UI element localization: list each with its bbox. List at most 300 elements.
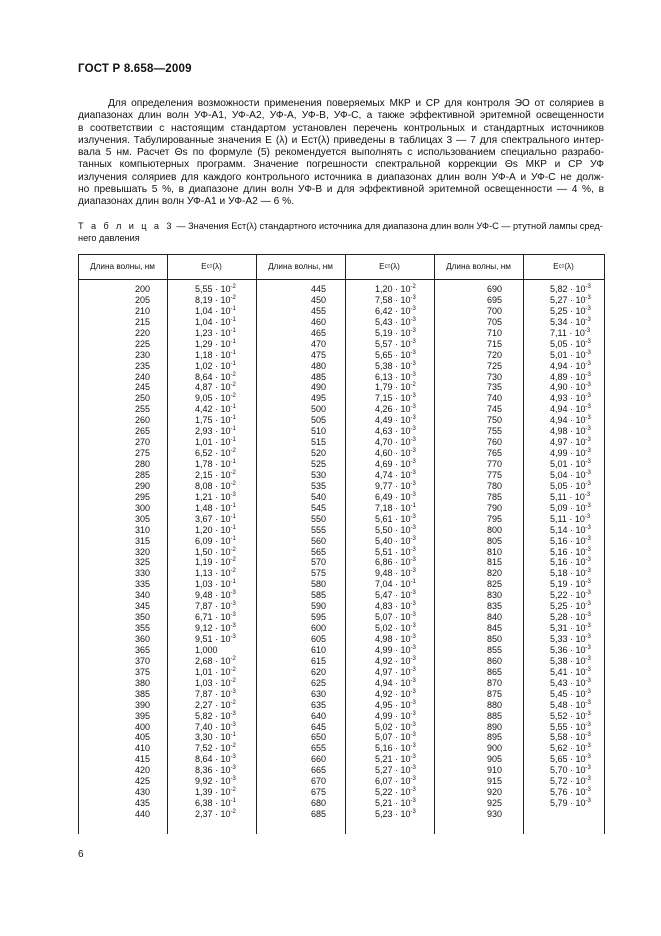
- paragraph-line: диапазонах длин волн УФ-А1, УФ-А2, УФ-А, УФ-В, УФ-С, а также эффективной эритемной освещенности: [78, 110, 604, 122]
- mantissa: 1,78: [195, 459, 213, 469]
- value-cell: [550, 470, 591, 481]
- mantissa: 5,05: [550, 480, 568, 491]
- power-of-ten: · 10: [212, 623, 231, 634]
- exponent: -3: [585, 699, 591, 706]
- exponent: -3: [410, 338, 416, 345]
- table-col-border: [167, 254, 168, 834]
- power-of-ten: · 10: [567, 721, 586, 732]
- power-of-ten: · 10: [212, 316, 231, 327]
- exponent: -3: [585, 579, 591, 586]
- value-cell: [550, 547, 591, 558]
- value-cell: [550, 361, 591, 372]
- wavelength-cell: 525: [310, 459, 326, 469]
- exponent: -3: [410, 546, 416, 553]
- exponent: -3: [410, 480, 416, 487]
- exponent: -3: [585, 688, 591, 695]
- wavelength-cell: 205: [134, 294, 150, 305]
- value-cell: [195, 601, 236, 612]
- wavelength-cell: 590: [310, 601, 326, 612]
- wavelength-cell: 780: [486, 480, 502, 491]
- value-cell: [195, 787, 236, 798]
- mantissa: 5,23: [375, 809, 393, 819]
- value-cell: [375, 667, 416, 678]
- exponent: -2: [230, 557, 236, 564]
- value-cell: [375, 481, 416, 492]
- wavelength-cell: 475: [310, 349, 326, 360]
- mantissa: 5,65: [550, 754, 568, 765]
- power-of-ten: · 10: [567, 294, 586, 305]
- exponent: -3: [585, 305, 591, 312]
- wavelength-cell: 720: [486, 349, 502, 360]
- value-cell: [375, 601, 416, 612]
- exponent: -2: [230, 284, 236, 290]
- wavelength-cell: 700: [486, 305, 502, 316]
- exponent: -3: [410, 316, 416, 323]
- value-cell: [550, 514, 591, 525]
- power-of-ten: · 10: [392, 546, 411, 557]
- power-of-ten: · 10: [567, 787, 586, 798]
- exponent: -3: [585, 666, 591, 673]
- power-of-ten: · 10: [567, 524, 586, 535]
- mantissa: 6,49: [375, 491, 393, 502]
- wavelength-cell: 760: [486, 437, 502, 448]
- value-cell: [375, 361, 416, 372]
- mantissa: 1,79: [375, 382, 393, 393]
- mantissa: 1,01: [195, 666, 213, 677]
- power-of-ten: · 10: [392, 448, 411, 459]
- value-cell: [195, 732, 236, 743]
- power-of-ten: · 10: [212, 754, 231, 765]
- power-of-ten: · 10: [212, 535, 231, 546]
- value-cell: [195, 372, 236, 383]
- mantissa: 4,49: [375, 415, 393, 426]
- power-of-ten: · 10: [567, 448, 586, 459]
- wavelength-cell: 235: [134, 360, 150, 371]
- exponent: -1: [410, 579, 416, 586]
- wavelength-cell: 430: [134, 787, 150, 798]
- value-cell: [195, 579, 236, 590]
- value-cell: [375, 557, 416, 568]
- wavelength-cell: 635: [310, 699, 326, 710]
- wavelength-cell: 290: [134, 480, 150, 491]
- power-of-ten: · 10: [212, 371, 231, 382]
- power-of-ten: · 10: [392, 459, 411, 469]
- table-caption-label: Т а б л и ц а 3: [78, 221, 174, 231]
- power-of-ten: · 10: [212, 590, 231, 601]
- value-cell: [195, 700, 236, 711]
- value-cell: [195, 612, 236, 623]
- power-of-ten: · 10: [567, 688, 586, 699]
- exponent: -3: [585, 415, 591, 422]
- mantissa: 4,42: [195, 404, 213, 415]
- exponent: -2: [230, 382, 236, 389]
- value-cell: [375, 722, 416, 733]
- wavelength-cell: 400: [134, 721, 150, 732]
- wavelength-cell: 585: [310, 590, 326, 601]
- wavelength-cell: 500: [310, 404, 326, 415]
- value-cell: [375, 754, 416, 765]
- mantissa: 8,64: [195, 754, 213, 765]
- value-cell: [375, 459, 416, 470]
- mantissa: 1,19: [195, 557, 213, 568]
- value-cell: [375, 492, 416, 503]
- value-cell: [195, 306, 236, 317]
- mantissa: 5,41: [550, 666, 568, 677]
- wavelength-cell: 930: [486, 809, 502, 819]
- wavelength-cell: 425: [134, 776, 150, 787]
- mantissa: 5,47: [375, 590, 393, 601]
- wavelength-cell: 675: [310, 787, 326, 798]
- exponent: -1: [230, 305, 236, 312]
- exponent: -1: [230, 404, 236, 411]
- body-paragraph: [78, 98, 604, 209]
- wavelength-cell: 310: [134, 524, 150, 535]
- exponent: -3: [410, 327, 416, 334]
- page-number: 6: [78, 849, 84, 860]
- power-of-ten: · 10: [212, 776, 231, 787]
- power-of-ten: · 10: [212, 382, 231, 393]
- power-of-ten: · 10: [392, 688, 411, 699]
- value-cell: [375, 798, 416, 809]
- mantissa: 4,99: [550, 448, 568, 459]
- value-cell: [550, 317, 591, 328]
- wavelength-cell: 575: [310, 568, 326, 579]
- mantissa: 5,38: [375, 360, 393, 371]
- mantissa: 8,19: [195, 294, 213, 305]
- value-cell: [550, 579, 591, 590]
- power-of-ten: · 10: [567, 404, 586, 415]
- exponent: -1: [230, 360, 236, 367]
- wavelength-cell: 380: [134, 677, 150, 688]
- mantissa: 1,48: [195, 502, 213, 513]
- mantissa: 5,02: [375, 721, 393, 732]
- power-of-ten: · 10: [392, 590, 411, 601]
- value-cell: [375, 284, 416, 295]
- value-cell: [375, 743, 416, 754]
- value-cell: [375, 317, 416, 328]
- mantissa: 9,48: [195, 590, 213, 601]
- mantissa: 1,000: [195, 644, 218, 655]
- mantissa: 5,16: [550, 546, 568, 557]
- value-cell: [195, 328, 236, 339]
- exponent: -3: [410, 721, 416, 728]
- mantissa: 3,67: [195, 513, 213, 524]
- wavelength-cell: 485: [310, 371, 326, 382]
- mantissa: 5,19: [550, 579, 568, 590]
- exponent: -3: [585, 568, 591, 575]
- wavelength-cell: 810: [486, 546, 502, 557]
- paragraph-line: в соответствии с настоящим стандартом установлен перечень контрольных и стандартных источников: [78, 122, 604, 134]
- value-cell: [550, 492, 591, 503]
- exponent: -3: [585, 601, 591, 608]
- exponent: -1: [230, 513, 236, 520]
- wavelength-cell: 510: [310, 426, 326, 437]
- power-of-ten: · 10: [212, 634, 231, 644]
- wavelength-cell: 870: [486, 677, 502, 688]
- exponent: -3: [410, 557, 416, 564]
- mantissa: 5,61: [375, 513, 393, 524]
- power-of-ten: · 10: [567, 644, 586, 655]
- mantissa: 1,39: [195, 787, 213, 798]
- mantissa: 1,03: [195, 579, 213, 590]
- wavelength-column: [256, 284, 326, 820]
- wavelength-cell: 800: [486, 524, 502, 535]
- value-cell: [550, 568, 591, 579]
- power-of-ten: · 10: [392, 469, 411, 480]
- wavelength-cell: 385: [134, 688, 150, 699]
- mantissa: 5,01: [550, 349, 568, 360]
- mantissa: 6,52: [195, 448, 213, 459]
- exponent: -3: [410, 634, 416, 640]
- power-of-ten: · 10: [567, 284, 586, 294]
- exponent: -3: [585, 316, 591, 323]
- table-caption-text-cont: него давления: [78, 232, 140, 243]
- value-cell: [195, 448, 236, 459]
- power-of-ten: · 10: [212, 557, 231, 568]
- power-of-ten: · 10: [392, 677, 411, 688]
- value-cell: [375, 350, 416, 361]
- power-of-ten: · 10: [392, 776, 411, 787]
- power-of-ten: · 10: [567, 579, 586, 590]
- mantissa: 4,87: [195, 382, 213, 393]
- mantissa: 4,94: [550, 360, 568, 371]
- value-cell: [195, 525, 236, 536]
- mantissa: 5,21: [375, 754, 393, 765]
- mantissa: 6,71: [195, 612, 213, 623]
- wavelength-cell: 715: [486, 338, 502, 349]
- wavelength-cell: 845: [486, 623, 502, 634]
- value-cell: [195, 393, 236, 404]
- mantissa: 5,25: [550, 601, 568, 612]
- wavelength-cell: 215: [134, 316, 150, 327]
- wavelength-cell: 435: [134, 798, 150, 809]
- wavelength-cell: 600: [310, 623, 326, 634]
- exponent: -3: [410, 459, 416, 465]
- exponent: -3: [585, 710, 591, 717]
- value-cell: [550, 711, 591, 722]
- value-cell: [375, 525, 416, 536]
- exponent: -3: [585, 546, 591, 553]
- power-of-ten: · 10: [212, 743, 231, 754]
- value-cell: [195, 492, 236, 503]
- wavelength-cell: 570: [310, 557, 326, 568]
- power-of-ten: · 10: [567, 557, 586, 568]
- power-of-ten: · 10: [392, 502, 411, 513]
- exponent: -3: [410, 590, 416, 597]
- wavelength-cell: 480: [310, 360, 326, 371]
- power-of-ten: · 10: [392, 360, 411, 371]
- exponent: -3: [585, 459, 591, 465]
- power-of-ten: · 10: [212, 765, 231, 776]
- value-cell: [375, 404, 416, 415]
- exponent: -3: [585, 590, 591, 597]
- exponent: -3: [230, 776, 236, 783]
- mantissa: 5,34: [550, 316, 568, 327]
- power-of-ten: · 10: [212, 688, 231, 699]
- exponent: -3: [410, 644, 416, 651]
- mantissa: 4,93: [550, 393, 568, 404]
- value-cell: [550, 557, 591, 568]
- value-cell: [375, 711, 416, 722]
- exponent: -3: [230, 634, 236, 640]
- exponent: -3: [410, 469, 416, 476]
- value-cell: [195, 481, 236, 492]
- table-caption: [78, 221, 604, 244]
- power-of-ten: · 10: [567, 338, 586, 349]
- power-of-ten: · 10: [212, 349, 231, 360]
- exponent: -2: [230, 743, 236, 750]
- value-cell: [550, 645, 591, 656]
- power-of-ten: · 10: [212, 415, 231, 426]
- power-of-ten: · 10: [212, 469, 231, 480]
- power-of-ten: · 10: [212, 677, 231, 688]
- wavelength-cell: 825: [486, 579, 502, 590]
- exponent: -3: [585, 448, 591, 455]
- wavelength-cell: 490: [310, 382, 326, 393]
- exponent: -3: [585, 294, 591, 301]
- exponent: -3: [410, 666, 416, 673]
- exponent: -3: [410, 677, 416, 684]
- value-cell: [550, 700, 591, 711]
- wavelength-cell: 415: [134, 754, 150, 765]
- power-of-ten: · 10: [392, 316, 411, 327]
- value-cell: [195, 645, 236, 656]
- power-of-ten: · 10: [392, 557, 411, 568]
- power-of-ten: · 10: [392, 371, 411, 382]
- value-cell: [375, 547, 416, 558]
- value-cell: [550, 306, 591, 317]
- value-cell: [195, 382, 236, 393]
- value-cell: [550, 743, 591, 754]
- value-cell: [550, 448, 591, 459]
- power-of-ten: · 10: [212, 699, 231, 710]
- power-of-ten: · 10: [212, 710, 231, 721]
- wavelength-cell: 350: [134, 612, 150, 623]
- value-cell: [375, 656, 416, 667]
- power-of-ten: · 10: [567, 437, 586, 448]
- value-cell: [375, 579, 416, 590]
- value-cell: [375, 295, 416, 306]
- power-of-ten: · 10: [567, 316, 586, 327]
- wavelength-cell: 265: [134, 426, 150, 437]
- value-cell: [195, 765, 236, 776]
- value-cell: [375, 645, 416, 656]
- wavelength-cell: 240: [134, 371, 150, 382]
- wavelength-cell: 245: [134, 382, 150, 393]
- wavelength-cell: 270: [134, 437, 150, 448]
- power-of-ten: · 10: [567, 666, 586, 677]
- mantissa: 1,75: [195, 415, 213, 426]
- power-of-ten: · 10: [392, 634, 411, 644]
- wavelength-cell: 565: [310, 546, 326, 557]
- wavelength-cell: 645: [310, 721, 326, 732]
- wavelength-cell: 710: [486, 327, 502, 338]
- wavelength-cell: 505: [310, 415, 326, 426]
- power-of-ten: · 10: [567, 601, 586, 612]
- table-col-border: [604, 254, 605, 834]
- wavelength-cell: 770: [486, 459, 502, 469]
- mantissa: 4,94: [550, 415, 568, 426]
- wavelength-cell: 230: [134, 349, 150, 360]
- exponent: -3: [410, 426, 416, 433]
- value-cell: [375, 536, 416, 547]
- data-table: [78, 254, 604, 834]
- mantissa: 1,21: [195, 491, 213, 502]
- power-of-ten: · 10: [392, 524, 411, 535]
- power-of-ten: · 10: [567, 743, 586, 754]
- wavelength-cell: 650: [310, 732, 326, 743]
- power-of-ten: · 10: [392, 349, 411, 360]
- wavelength-cell: 840: [486, 612, 502, 623]
- value-cell: [195, 317, 236, 328]
- wavelength-cell: 370: [134, 655, 150, 666]
- wavelength-cell: 740: [486, 393, 502, 404]
- mantissa: 5,14: [550, 524, 568, 535]
- exponent: -1: [230, 502, 236, 509]
- power-of-ten: · 10: [392, 513, 411, 524]
- power-of-ten: · 10: [212, 448, 231, 459]
- wavelength-cell: 910: [486, 765, 502, 776]
- exponent: -3: [230, 765, 236, 772]
- value-cell: [550, 754, 591, 765]
- power-of-ten: · 10: [566, 491, 585, 502]
- value-cell: [195, 656, 236, 667]
- exponent: -3: [585, 743, 591, 750]
- power-of-ten: · 10: [392, 612, 411, 623]
- value-cell: [550, 415, 591, 426]
- wavelength-cell: 200: [134, 284, 150, 294]
- mantissa: 4,98: [375, 634, 393, 644]
- exponent: -3: [230, 688, 236, 695]
- exponent: -3: [585, 623, 591, 630]
- mantissa: 5,09: [550, 502, 568, 513]
- mantissa: 4,92: [375, 655, 393, 666]
- wavelength-cell: 545: [310, 502, 326, 513]
- power-of-ten: · 10: [392, 437, 411, 448]
- exponent: -2: [230, 448, 236, 455]
- mantissa: 5,27: [550, 294, 568, 305]
- wavelength-cell: 850: [486, 634, 502, 644]
- wavelength-cell: 640: [310, 710, 326, 721]
- exponent: -3: [584, 327, 591, 334]
- value-cell: [550, 765, 591, 776]
- power-of-ten: · 10: [392, 732, 411, 743]
- wavelength-cell: 335: [134, 579, 150, 590]
- exponent: -3: [410, 710, 416, 717]
- mantissa: 5,52: [550, 710, 568, 721]
- wavelength-cell: 495: [310, 393, 326, 404]
- mantissa: 6,07: [375, 776, 393, 787]
- exponent: -3: [585, 732, 591, 739]
- exponent: -3: [585, 535, 591, 542]
- exponent: -3: [585, 469, 591, 476]
- wavelength-cell: 920: [486, 787, 502, 798]
- wavelength-cell: 815: [486, 557, 502, 568]
- power-of-ten: · 10: [567, 732, 586, 743]
- mantissa: 2,68: [195, 655, 213, 666]
- wavelength-cell: 670: [310, 776, 326, 787]
- wavelength-cell: 280: [134, 459, 150, 469]
- power-of-ten: · 10: [212, 732, 231, 743]
- power-of-ten: · 10: [567, 459, 586, 469]
- wavelength-cell: 255: [134, 404, 150, 415]
- mantissa: 9,48: [375, 568, 393, 579]
- power-of-ten: · 10: [566, 327, 585, 338]
- mantissa: 5,55: [550, 721, 568, 732]
- value-cell: [195, 568, 236, 579]
- mantissa: 9,77: [375, 480, 393, 491]
- wavelength-cell: 860: [486, 655, 502, 666]
